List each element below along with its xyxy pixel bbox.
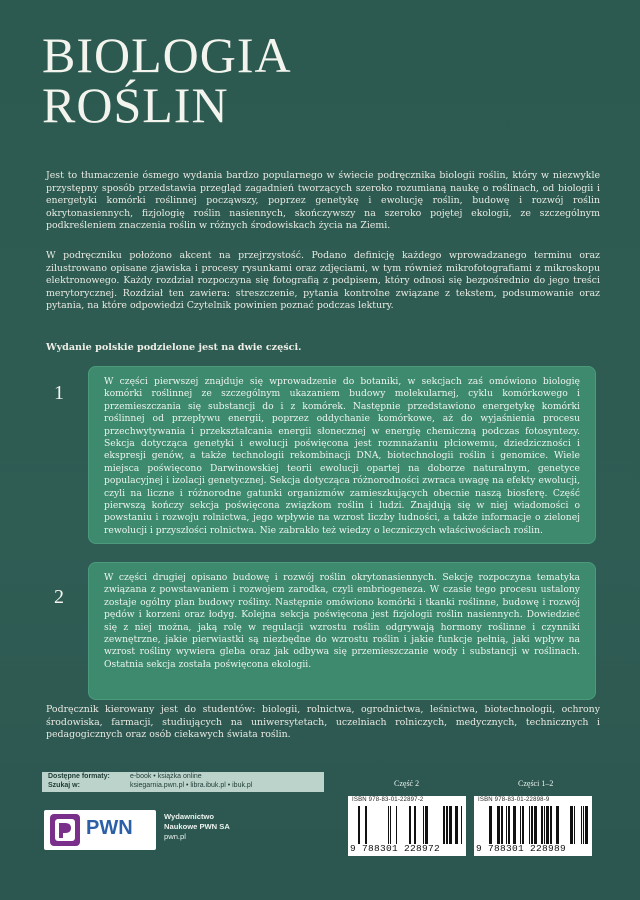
barcode-stripe — [522, 806, 524, 844]
part-1-text: W części pierwszej znajduje się wprowadzenie do botaniki, w sekcjach zaś omówiono biologię komórki roślinnej ze szczególnym ukazaniem budowy molekularnej, cyklu komórkowego i przemieszczania się substancji do i z komórek. Następnie przedstawiono energetykę komórki roślinnej od przepływu energii, poprzez oddychanie komórkowe, aż do wyjaśnienia procesu przechwytywania i przekształcania energii słonecznej w energię chemiczną podczas fotosyntezy. Sekcja dotycząca genetyki i ewolucji poświęcona jest rozmnażaniu płciowemu, dziedziczności i ekspresji genów, a także technologii rekombinacji DNA, biotechnologii roślin i genomice. Wiele miejsca poświęcono Darwinowskiej teorii ewolucji opartej na doborze naturalnym, genetyce populacyjnej i izolacji genetycznej. Sekcja dotycząca różnorodności zwraca uwagę na efekty ewolucji, czyli na liczne i różnorodne gatunki organizmów zamieszkujących obecnie naszą biosferę. Część pierwszą kończy sekcja poświęcona związkom roślin i ludzi. Znajdują się w niej wiadomości o powstaniu i rozwoju rolnictwa, jego wpływie na wzrost liczby ludności, a także informacje o zielonej rewolucji i przyszłości rolnictwa. Nie zabrakło też wiedzy o leczniczych właściwościach roślin. — [104, 376, 580, 536]
barcode-stripe — [497, 806, 500, 844]
barcode-stripe — [396, 806, 397, 844]
barcode-1-digits: 9 788301 228972 — [350, 843, 441, 854]
search-value: ksiegarnia.pwn.pl • libra.ibuk.pl • ibuk.pl — [129, 782, 253, 789]
barcode-stripe — [529, 806, 530, 844]
clarity-paragraph: W podręczniku położono akcent na przejrzystość. Podano definicję każdego wprowadzanego terminu oraz zilustrowano opisane zjawiska i procesy rysunkami oraz zdjęciami, w tym również mikrofotografiami z mikroskopu elektronowego. Każdy rozdział rozpoczyna się fotografią z podpisem, który odnosi się bezpośrednio do jego treści merytorycznej. Rozdział ten zawiera: streszczenie, pytania kontrolne związane z tekstem, podsumowanie oraz pytania, na które odpowiedzi Czytelnik powinien poznać podczas lektury. — [46, 250, 600, 312]
barcode-stripe — [583, 806, 584, 844]
pwn-wordmark: PWN — [86, 817, 133, 839]
barcode-stripe — [449, 806, 452, 844]
barcode-stripe — [550, 806, 552, 844]
barcode-stripe — [425, 806, 428, 844]
barcode-stripe — [574, 806, 575, 844]
availability-strip — [42, 772, 324, 792]
barcode-stripe — [461, 806, 462, 844]
publisher-line-2: Naukowe PWN SA — [164, 822, 230, 831]
barcode-stripe — [443, 806, 445, 844]
barcode-stripe — [534, 806, 537, 844]
part-2-text: W części drugiej opisano budowę i rozwój roślin okrytonasiennych. Sekcję rozpoczyna tematyka związana z powstawaniem i rozwojem zarodka, czyli embriogeneza. W czasie tego procesu ustalony zostaje ogólny plan budowy rośliny. Następnie omówiono komórki i tkanki roślinne, budowę i rozwój pędów i korzeni oraz łodyg. Kolejna sekcja poświęcona jest fizjologii roślin nasiennych. Dowiedzieć się z niej można, jaką rolę w regulacji wzrostu roślin odgrywają hormony roślinne i czynniki zewnętrzne, jakie pierwiastki są niezbędne do wzrostu roślin i jakie funkcje pełnią, jaki wpływ na wzrost rośliny wywiera gleba oraz jak odbywa się przemieszczanie wody i substancji w roślinach. Ostatnia sekcja została poświęcona ekologii. — [104, 572, 580, 670]
book-title — [42, 27, 292, 133]
barcode-stripe — [546, 806, 549, 844]
title-line-1: BIOLOGIA — [42, 27, 292, 83]
part-1-box — [88, 366, 596, 544]
intro-paragraph: Jest to tłumaczenie ósmego wydania bardzo popularnego w świecie podręcznika biologii roślin, który w niezwykle przystępny sposób przedstawia przegląd zagadnień tworzących szeroko rozumianą naukę o roślinach, od biologii i energetyki komórki roślinnej począwszy, poprzez genetykę i ewolucję roślin, budowę i rozwój roślin okrytonasiennych, fizjologię roślin nasiennych, skończywszy na szeroko pojętej ekologii, ze szczególnym podkreśleniem znaczenia roślin w różnych środowiskach życia na Ziemi. — [46, 170, 600, 232]
barcode-stripe — [390, 806, 391, 844]
publisher-info — [164, 812, 230, 842]
barcode-stripe — [570, 806, 573, 844]
barcode-stripe — [414, 806, 416, 844]
barcode-2-isbn: ISBN 978-83-01-22898-9 — [478, 797, 550, 803]
formats-row — [48, 773, 202, 780]
barcode-2-digits: 9 788301 228989 — [476, 843, 567, 854]
part-1-number: 1 — [54, 382, 64, 404]
title-line-2: ROŚLIN — [42, 77, 229, 133]
barcode-2 — [474, 796, 592, 856]
pwn-logo — [44, 810, 156, 850]
barcode-stripe — [520, 806, 521, 844]
search-label: Szukaj w: — [48, 782, 80, 789]
barcode-1-bars — [358, 806, 462, 844]
barcode-stripe — [501, 806, 503, 844]
barcode-stripe — [531, 806, 533, 844]
audience-paragraph: Podręcznik kierowany jest do studentów: biologii, rolnictwa, ogrodnictwa, leśnictwa, biotechnologii, ochrony środowiska, farmacji, studiujących na uniwersytetach, uczelniach rolniczych, medycznych, technicznych i pedagogicznych oraz osób ciekawych świata roślin. — [46, 704, 600, 741]
barcode-stripe — [446, 806, 448, 844]
barcode-stripe — [409, 806, 411, 844]
barcode-stripe — [506, 806, 507, 844]
barcode-stripe — [556, 806, 559, 844]
barcode-stripe — [489, 806, 492, 844]
barcode-1-label: Część 2 — [394, 779, 420, 788]
edition-note: Wydanie polskie podzielone jest na dwie części. — [46, 342, 302, 353]
barcode-stripe — [513, 806, 516, 844]
part-2-box — [88, 562, 596, 700]
barcode-2-label: Części 1–2 — [518, 779, 554, 788]
barcode-stripe — [544, 806, 545, 844]
barcode-stripe — [541, 806, 543, 844]
publisher-url: pwn.pl — [164, 832, 186, 841]
pwn-emblem-icon — [50, 814, 80, 846]
barcode-1 — [348, 796, 466, 856]
barcode-stripe — [585, 806, 588, 844]
barcode-1-isbn: ISBN 978-83-01-22897-2 — [352, 797, 424, 803]
publisher-line-1: Wydawnictwo — [164, 812, 215, 821]
formats-value: e-book • książka online — [129, 773, 202, 780]
barcode-stripe — [365, 806, 367, 844]
barcode-stripe — [388, 806, 389, 844]
barcode-stripe — [358, 806, 360, 844]
barcode-2-bars — [484, 806, 588, 844]
search-row — [48, 782, 252, 789]
barcode-stripe — [581, 806, 582, 844]
part-2-number: 2 — [54, 586, 64, 608]
barcode-stripe — [508, 806, 510, 844]
formats-label: Dostępne formaty: — [48, 773, 110, 780]
barcode-stripe — [455, 806, 458, 844]
barcode-stripe — [423, 806, 424, 844]
